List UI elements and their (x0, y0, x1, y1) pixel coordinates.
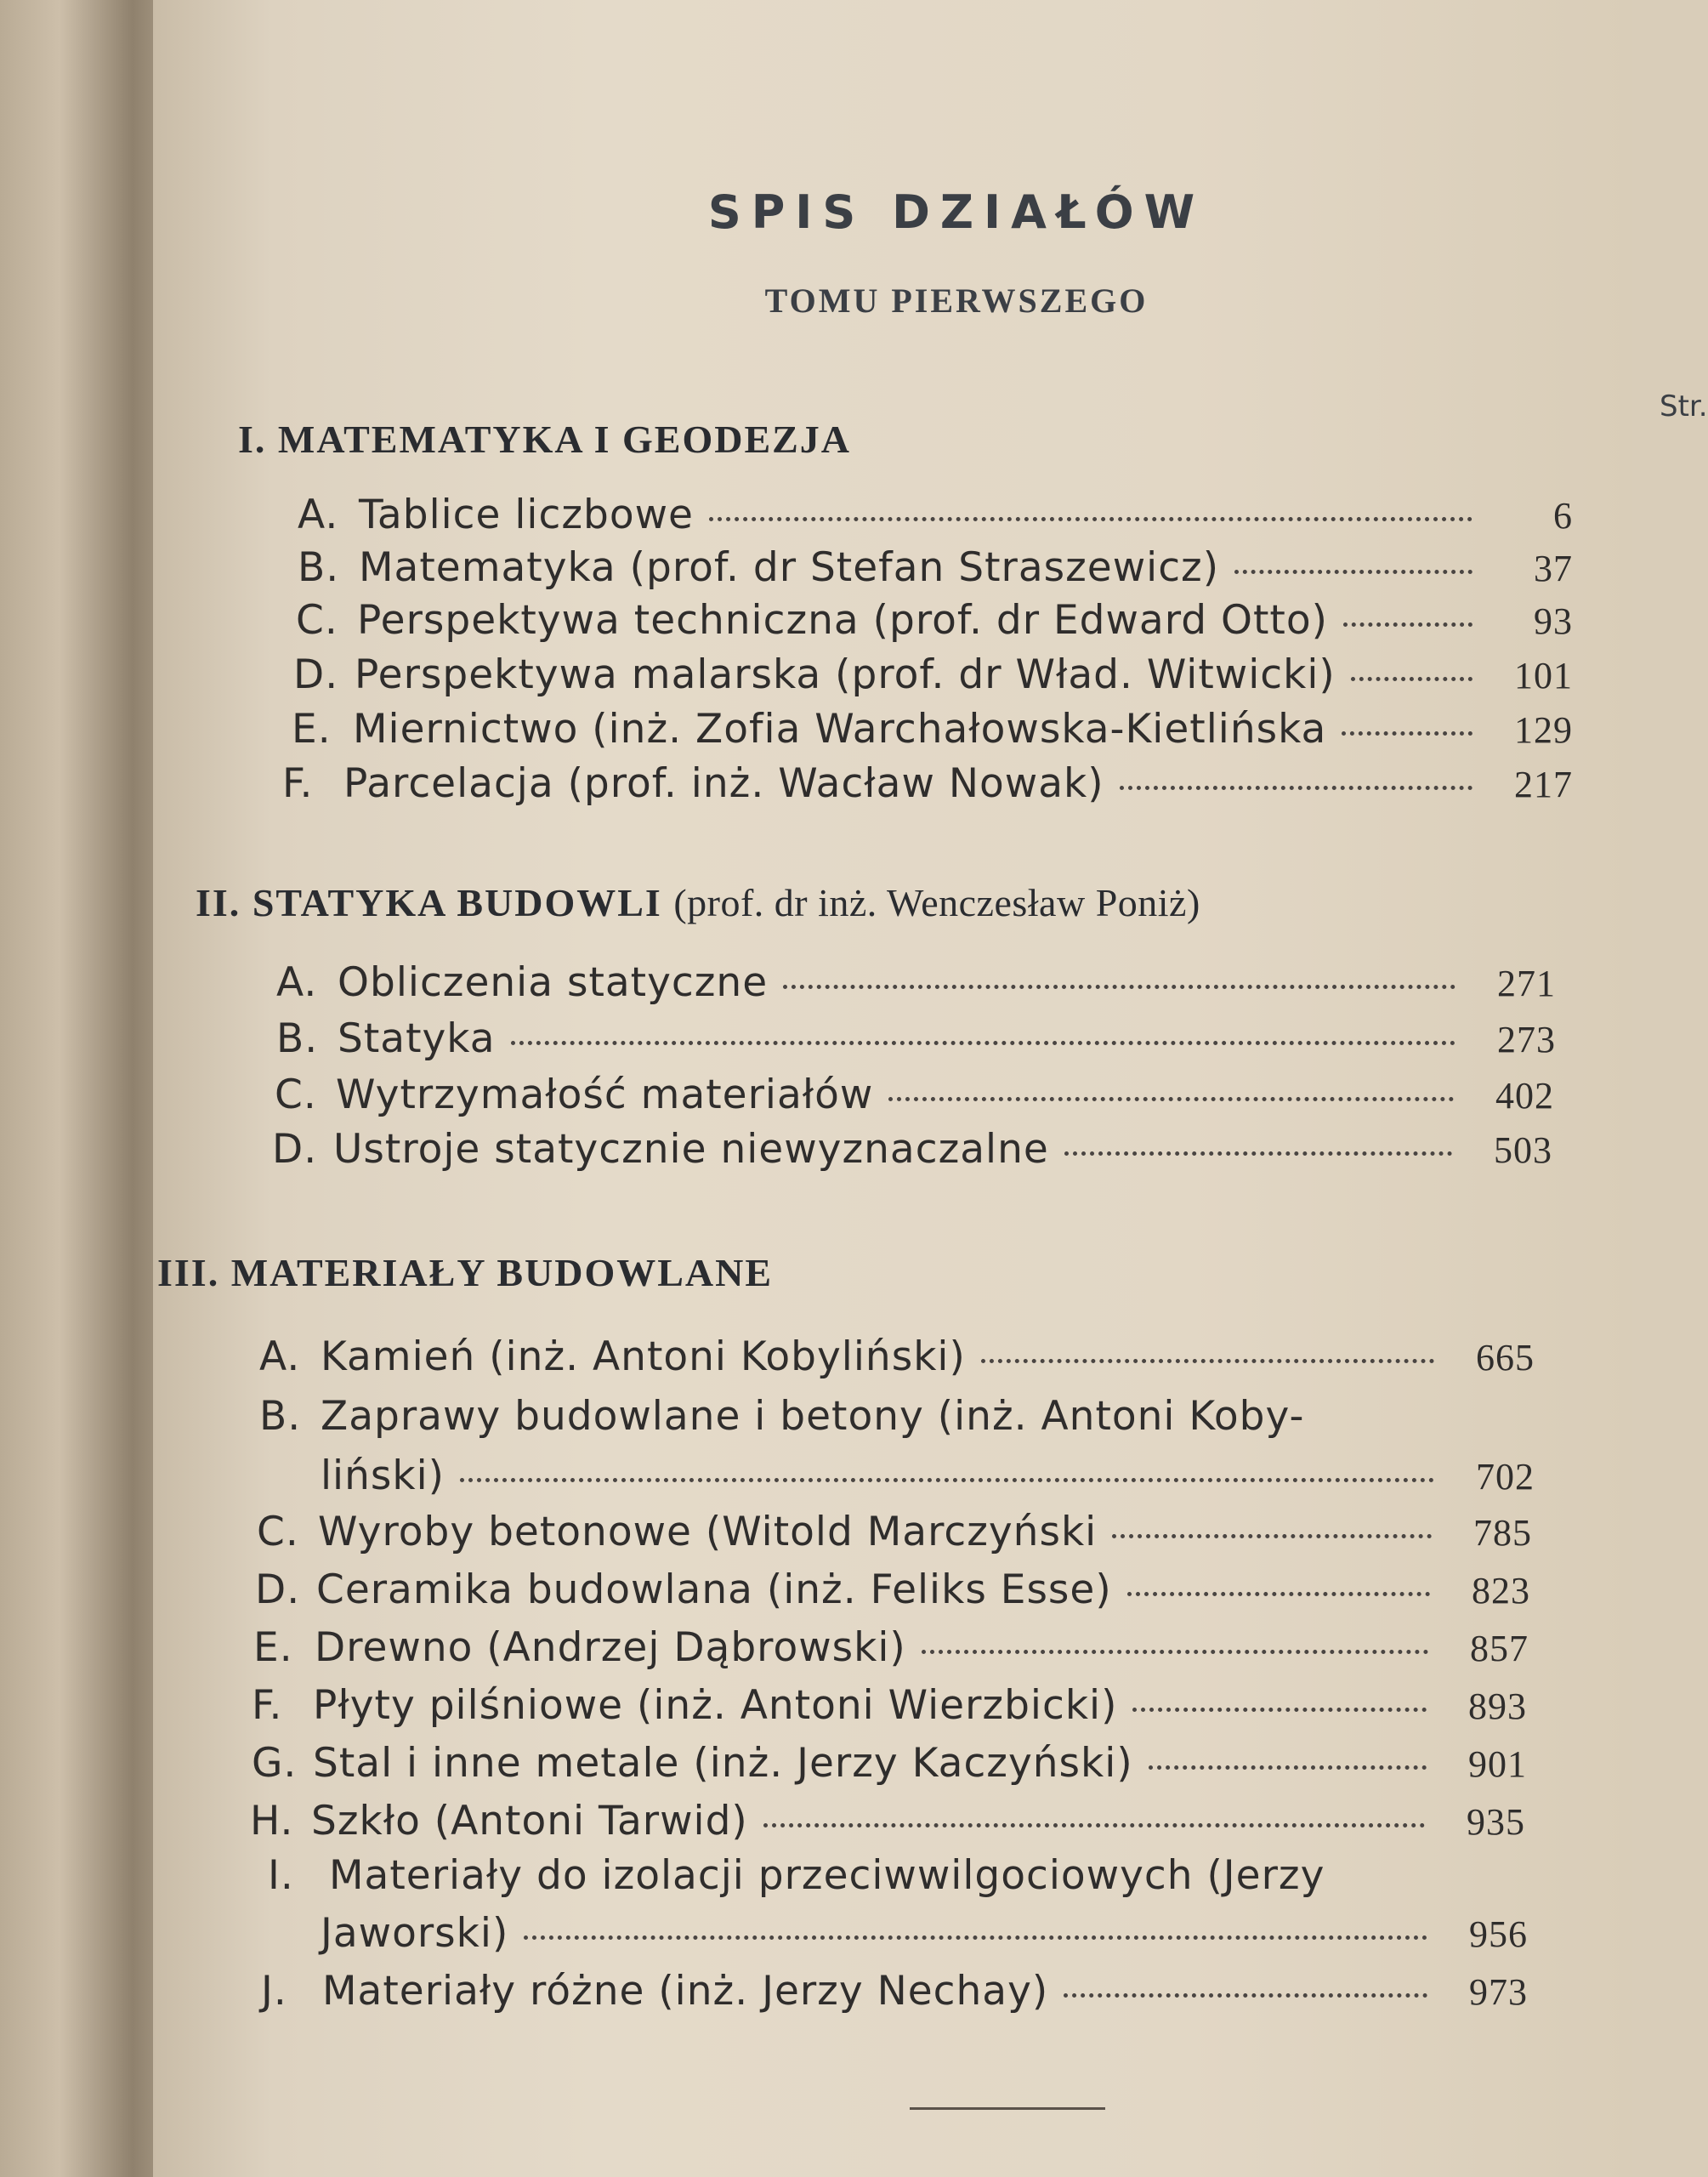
entry-title: Obliczenia statyczne (338, 959, 769, 1006)
dot-leader (1112, 1534, 1432, 1538)
toc-entry (292, 706, 1573, 753)
entry-letter: J. (261, 1968, 287, 2015)
entry-page-number: 217 (1514, 764, 1573, 805)
entry-page-number: 271 (1497, 963, 1556, 1004)
entry-title: Ustroje statycznie niewyznaczalne (333, 1126, 1049, 1173)
section-title: MATEMATYKA I GEODEZJA (277, 418, 852, 461)
dot-leader (1127, 1592, 1430, 1596)
entry-title: Matematyka (prof. dr Stefan Straszewicz) (359, 544, 1220, 591)
toc-entry (259, 1333, 1535, 1380)
dot-leader (1342, 731, 1473, 736)
section-heading-1 (238, 417, 851, 462)
entry-title: Perspektywa techniczna (prof. dr Edward Otto) (357, 597, 1328, 644)
entry-letter: A. (298, 492, 339, 538)
entry-page-number: 503 (1494, 1129, 1552, 1171)
toc-entry-first-line (259, 1393, 1304, 1440)
section-numeral: I. (238, 418, 267, 461)
dot-leader (1234, 570, 1473, 574)
toc-entry (276, 959, 1556, 1006)
dot-leader (1064, 1151, 1452, 1156)
entry-title: Stal i inne metale (inż. Jerzy Kaczyński) (313, 1740, 1133, 1787)
entry-letter: B. (298, 544, 340, 591)
page-column-label: Str. (1660, 389, 1708, 423)
entry-page-number: 956 (1469, 1913, 1528, 1955)
entry-title: Płyty pilśniowe (inż. Antoni Wierzbicki) (313, 1682, 1118, 1729)
section-author: (prof. dr inż. Wenczesław Poniż) (673, 881, 1200, 924)
entry-title: Miernictwo (inż. Zofia Warchałowska-Kietlińska (353, 706, 1327, 753)
toc-entry (250, 1798, 1525, 1844)
section-heading-3 (157, 1250, 773, 1295)
dot-leader (511, 1041, 1456, 1045)
dot-leader (1343, 622, 1473, 627)
entry-title: Kamień (inż. Antoni Kobyliński) (321, 1333, 966, 1380)
entry-title-continuation: Jaworski) (321, 1910, 509, 1957)
entry-letter: H. (250, 1798, 294, 1844)
entry-letter: F. (282, 760, 314, 807)
entry-title: Szkło (Antoni Tarwid) (311, 1798, 748, 1844)
entry-page-number: 973 (1469, 1971, 1528, 2013)
dot-leader (888, 1097, 1454, 1101)
entry-title: Perspektywa malarska (prof. dr Wład. Witwicki) (355, 651, 1336, 698)
entry-title: Drewno (Andrzej Dąbrowski) (315, 1624, 906, 1671)
toc-entry (272, 1126, 1552, 1173)
entry-page-number: 402 (1495, 1075, 1554, 1117)
toc-entry (282, 760, 1573, 807)
page-subtitle: TOMU PIERWSZEGO (764, 281, 1149, 320)
entry-page-number: 37 (1534, 548, 1573, 589)
entry-page-number: 101 (1514, 655, 1573, 696)
entry-title: Wytrzymałość materiałów (336, 1071, 874, 1118)
entry-page-number: 901 (1468, 1743, 1527, 1785)
toc-entry (253, 1624, 1529, 1671)
section-title: STATYKA BUDOWLI (252, 881, 662, 924)
entry-letter: D. (255, 1566, 301, 1613)
entry-letter: B. (276, 1015, 319, 1062)
entry-letter: I. (268, 1852, 294, 1899)
toc-entry (296, 597, 1573, 644)
entry-letter: A. (276, 959, 318, 1006)
page-title: SPIS DZIAŁÓW (707, 185, 1206, 239)
toc-entry (257, 1509, 1532, 1555)
toc-entry (298, 544, 1573, 591)
entry-page-number: 273 (1497, 1019, 1556, 1060)
dot-leader (460, 1478, 1434, 1482)
dot-leader (1149, 1765, 1427, 1770)
entry-letter: D. (272, 1126, 318, 1173)
entry-letter: C. (296, 597, 338, 644)
book-spine-shadow (0, 0, 170, 2177)
toc-entry (252, 1682, 1527, 1729)
entry-page-number: 893 (1468, 1685, 1527, 1727)
entry-letter: E. (292, 706, 332, 753)
section-heading-2 (196, 880, 1200, 925)
bottom-rule-divider (910, 2107, 1105, 2110)
entry-title: Materiały do izolacji przeciwwilgociowych (Jerzy (329, 1852, 1325, 1899)
entry-title: Materiały różne (inż. Jerzy Nechay) (322, 1968, 1049, 2015)
dot-leader (1351, 677, 1473, 681)
entry-page-number: 935 (1467, 1801, 1525, 1843)
dot-leader (1132, 1708, 1427, 1712)
entry-page-number: 6 (1553, 495, 1573, 537)
section-title: MATERIAŁY BUDOWLANE (230, 1251, 774, 1294)
entry-letter: F. (252, 1682, 283, 1729)
toc-entry-continuation (321, 1910, 1528, 1957)
toc-entry (261, 1968, 1528, 2015)
entry-page-number: 129 (1514, 709, 1573, 751)
dot-leader (1064, 1993, 1427, 1998)
entry-letter: D. (293, 651, 339, 698)
entry-letter: E. (253, 1624, 293, 1671)
entry-page-number: 823 (1472, 1570, 1530, 1611)
entry-title: Tablice liczbowe (359, 492, 694, 538)
entry-letter: G. (252, 1740, 298, 1787)
entry-page-number: 785 (1473, 1512, 1532, 1554)
toc-entry (276, 1015, 1556, 1062)
dot-leader (783, 985, 1455, 989)
entry-page-number: 857 (1470, 1628, 1529, 1669)
dot-leader (763, 1823, 1425, 1827)
toc-entry (255, 1566, 1530, 1613)
dot-leader (981, 1359, 1434, 1363)
entry-letter: B. (259, 1393, 302, 1440)
toc-entry (275, 1071, 1554, 1118)
entry-title: Zaprawy budowlane i betony (inż. Antoni Koby- (321, 1393, 1305, 1440)
toc-entry-first-line (268, 1852, 1325, 1899)
entry-title-continuation: liński) (321, 1452, 445, 1499)
entry-letter: A. (259, 1333, 301, 1380)
dot-leader (922, 1650, 1428, 1654)
toc-entry (293, 651, 1573, 698)
entry-letter: C. (275, 1071, 317, 1118)
entry-title: Ceramika budowlana (inż. Feliks Esse) (316, 1566, 1112, 1613)
dot-leader (709, 517, 1473, 521)
entry-page-number: 665 (1476, 1337, 1535, 1378)
entry-title: Statyka (338, 1015, 496, 1062)
entry-letter: C. (257, 1509, 299, 1555)
section-numeral: II. (196, 881, 241, 924)
toc-entry (252, 1740, 1527, 1787)
section-numeral: III. (157, 1251, 220, 1294)
entry-title: Parcelacja (prof. inż. Wacław Nowak) (343, 760, 1104, 807)
book-page (153, 0, 1708, 2177)
toc-entry (298, 492, 1573, 538)
toc-entry-continuation (321, 1452, 1535, 1499)
dot-leader (1120, 786, 1473, 790)
dot-leader (524, 1935, 1427, 1940)
entry-page-number: 702 (1476, 1456, 1535, 1498)
entry-page-number: 93 (1534, 600, 1573, 642)
entry-title: Wyroby betonowe (Witold Marczyński (318, 1509, 1098, 1555)
